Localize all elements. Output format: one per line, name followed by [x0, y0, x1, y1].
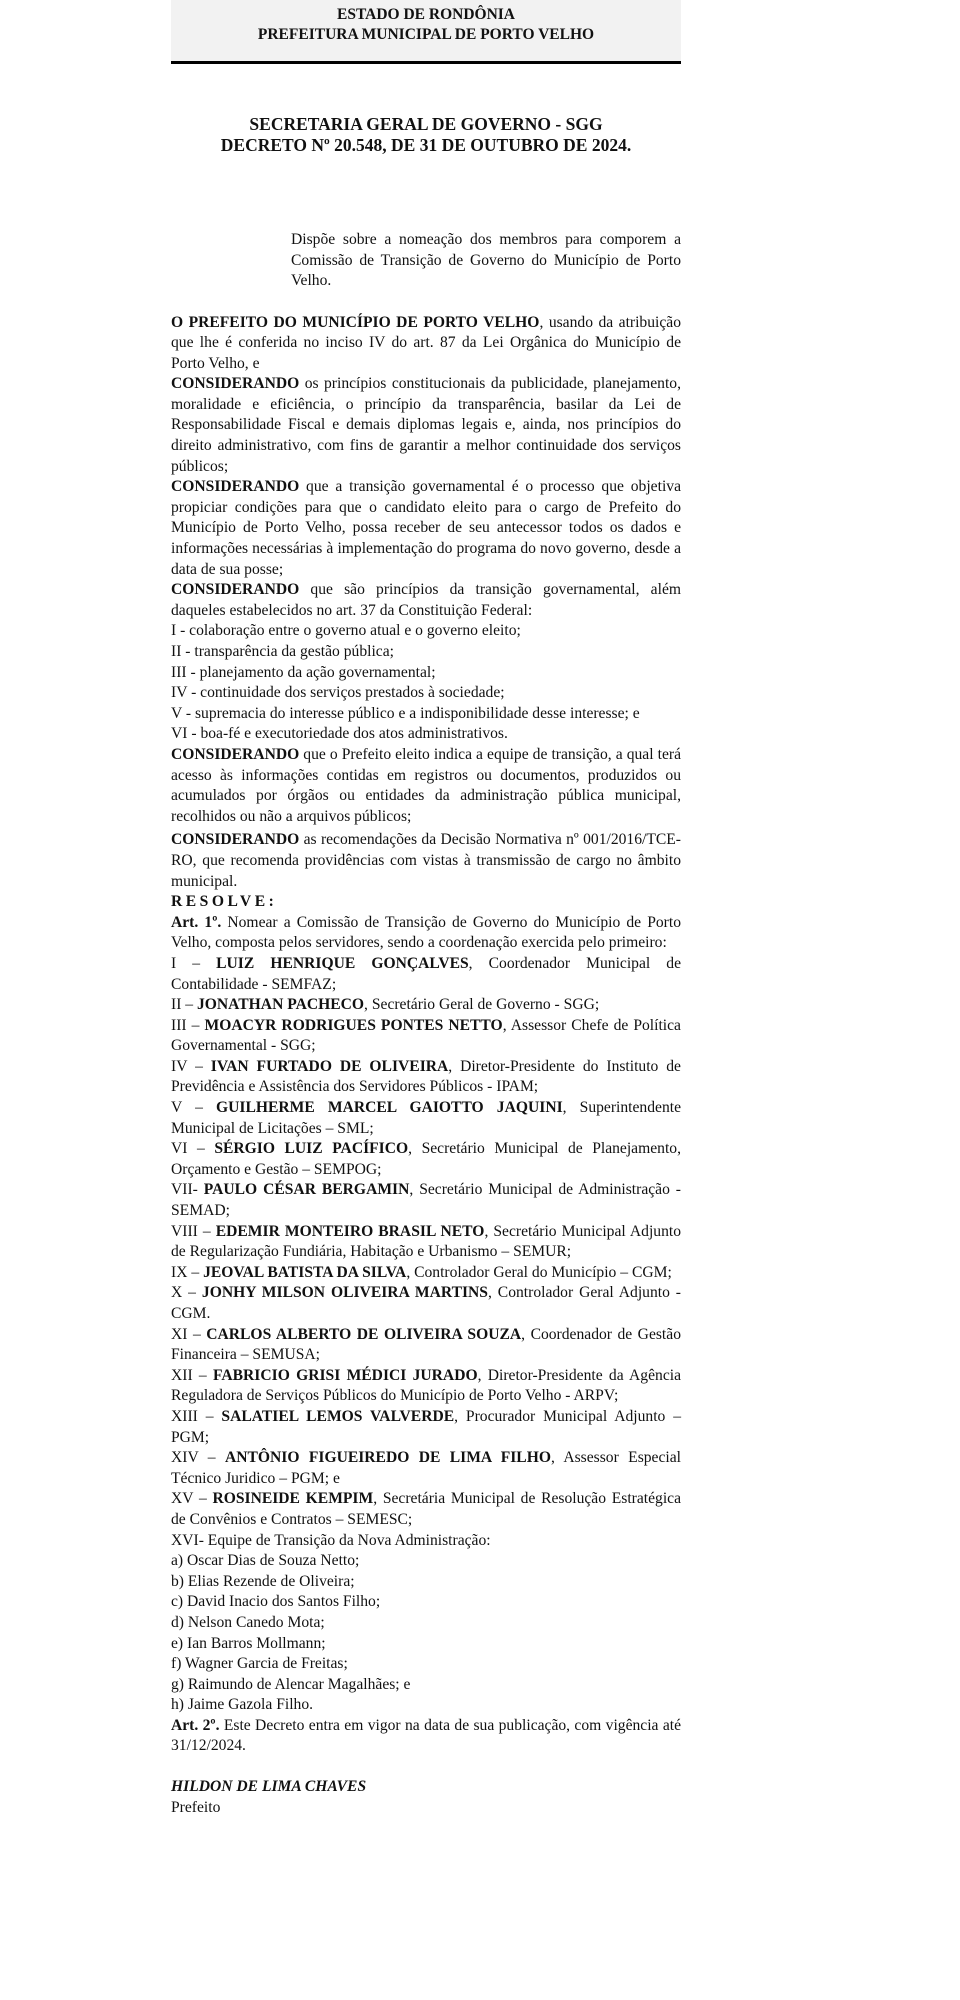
article-2 [171, 1716, 681, 1757]
article-1 [171, 913, 681, 954]
team-member-item: c) David Inacio dos Santos Filho; [171, 1593, 381, 1611]
member-item [171, 1222, 681, 1263]
member-item [171, 1139, 681, 1180]
member-name: LUIZ HENRIQUE GONÇALVES [216, 954, 469, 972]
member-number: XII – [171, 1366, 213, 1384]
member-name: FABRICIO GRISI MÉDICI JURADO [213, 1366, 478, 1384]
signatory-title: Prefeito [171, 1798, 221, 1816]
considerando-lead: CONSIDERANDO [171, 831, 300, 849]
member-role: , Assessor Chefe de Política Governamental - SGG; [171, 1016, 681, 1055]
considerando-4 [171, 745, 681, 827]
member-number: IX – [171, 1263, 204, 1281]
preamble [171, 313, 681, 375]
member-number: V – [171, 1099, 217, 1117]
team-member-item: b) Elias Rezende de Oliveira; [171, 1572, 355, 1590]
member-role: , Diretor-Presidente da Agência Reguladora de Serviços Públicos do Município de Porto Velho - ARPV; [171, 1366, 681, 1405]
member-name: SÉRGIO LUIZ PACÍFICO [214, 1140, 409, 1158]
member-role: , Assessor Especial Técnico Juridico – PGM; e [171, 1449, 681, 1487]
member-role: , Procurador Municipal Adjunto – PGM; [171, 1407, 681, 1446]
member-number: XIV – [171, 1449, 225, 1467]
member-name: ROSINEIDE KEMPIM [212, 1490, 374, 1508]
member-name: PAULO CÉSAR BERGAMIN [203, 1181, 410, 1199]
member-item [171, 1263, 681, 1284]
member-number: III – [171, 1016, 205, 1034]
team-member-item: g) Raimundo de Alencar Magalhães; e [171, 1675, 411, 1693]
article-2-text: Este Decreto entra em vigor na data de sua publicação, com vigência até 31/12/2024. [171, 1716, 681, 1755]
considerando-lead: CONSIDERANDO [171, 581, 300, 599]
member-name: EDEMIR MONTEIRO BRASIL NETO [215, 1222, 485, 1240]
header-state: ESTADO DE RONDÔNIA [337, 6, 515, 23]
member-role: , Secretária Municipal de Resolução Estratégica de Convênios e Contratos – SEMESC; [171, 1490, 681, 1528]
member-name: GUILHERME MARCEL GAIOTTO JAQUINI [216, 1099, 563, 1117]
member-name: JONHY MILSON OLIVEIRA MARTINS [201, 1284, 488, 1302]
member-number: VIII – [171, 1222, 216, 1240]
member-number: VII- [171, 1181, 204, 1199]
member-number: VI – [171, 1140, 215, 1158]
member-number: X – [171, 1284, 202, 1302]
considerando-lead: CONSIDERANDO [171, 478, 300, 496]
principle-item: I - colaboração entre o governo atual e o governo eleito; [171, 622, 521, 640]
member-name: JONATHAN PACHECO [196, 996, 365, 1014]
member-role: , Secretário Municipal de Administração - SEMAD; [171, 1181, 681, 1220]
member-name: MOACYR RODRIGUES PONTES NETTO [204, 1016, 503, 1034]
principle-item: IV - continuidade dos serviços prestados à sociedade; [171, 684, 505, 702]
member-role: , Secretário Geral de Governo - SGG; [364, 996, 600, 1014]
signature-block [171, 1777, 681, 1818]
secretariat-title: SECRETARIA GERAL DE GOVERNO - SGG [249, 114, 603, 134]
member-item [171, 1489, 681, 1530]
member-role: , Controlador Geral do Município – CGM; [406, 1263, 672, 1281]
member-name: JEOVAL BATISTA DA SILVA [203, 1263, 407, 1281]
decree-document [171, 0, 681, 1818]
member-item [171, 1407, 681, 1448]
article-1-text: Nomear a Comissão de Transição de Governo do Município de Porto Velho, composta pelos servidores, sendo a coordenação exercida pelo primeiro: [171, 913, 682, 952]
member-item [171, 1180, 681, 1221]
member-item [171, 1016, 681, 1057]
member-number: XIII – [171, 1407, 222, 1425]
member-number: XV – [171, 1490, 213, 1508]
member-number: IV – [171, 1057, 211, 1075]
members-list [171, 954, 681, 1531]
member-item [171, 1448, 681, 1489]
considerando-2 [171, 477, 681, 580]
considerando-1 [171, 374, 681, 477]
document-header [171, 0, 681, 64]
member-item [171, 1283, 681, 1324]
member-role: , Coordenador Municipal de Contabilidade - SEMFAZ; [171, 954, 681, 993]
decree-summary: Dispõe sobre a nomeação dos membros para comporem a Comissão de Transição de Governo do Município de Porto Velho. [291, 231, 681, 289]
member-role: , Secretário Municipal de Planejamento, Orçamento e Gestão – SEMPOG; [171, 1140, 681, 1178]
member-name: CARLOS ALBERTO DE OLIVEIRA SOUZA [206, 1325, 522, 1343]
decree-number: DECRETO Nº 20.548, DE 31 DE OUTUBRO DE 2024. [220, 135, 632, 155]
member-name: IVAN FURTADO DE OLIVEIRA [210, 1057, 449, 1075]
member-item [171, 995, 681, 1016]
member-number: I – [171, 954, 217, 972]
signatory-name: HILDON DE LIMA CHAVES [171, 1778, 367, 1796]
principle-item: V - supremacia do interesse público e a indisponibilidade desse interesse; e [171, 704, 640, 722]
considerando-lead: CONSIDERANDO [171, 745, 300, 763]
member-role: , Controlador Geral Adjunto - CGM. [171, 1284, 681, 1322]
principle-item: III - planejamento da ação governamental; [171, 663, 436, 681]
article-2-lead: Art. 2º. [171, 1716, 220, 1734]
member-name: SALATIEL LEMOS VALVERDE [221, 1407, 455, 1425]
resolve-heading: RESOLVE: [171, 893, 278, 911]
member-item [171, 1057, 681, 1098]
principle-item: VI - boa-fé e executoriedade dos atos administrativos. [171, 725, 508, 743]
team-list [171, 1551, 681, 1716]
considerando-5 [171, 830, 681, 892]
member-item [171, 1366, 681, 1407]
member-role: , Coordenador de Gestão Financeira – SEMUSA; [171, 1325, 681, 1364]
preamble-text: , usando da atribuição que lhe é conferida no inciso IV do art. 87 da Lei Orgânica do Município de Porto Velho, e [171, 313, 681, 372]
member-item [171, 1098, 681, 1139]
considerando-lead: CONSIDERANDO [171, 375, 300, 393]
considerando-text: as recomendações da Decisão Normativa nº 001/2016/TCE-RO, que recomenda providências com vistas à transmissão de cargo no âmbito municipal. [171, 831, 681, 890]
member-item [171, 1325, 681, 1366]
team-heading: XVI- Equipe de Transição da Nova Administração: [171, 1531, 491, 1549]
member-number: II – [171, 996, 197, 1014]
preamble-lead: O PREFEITO DO MUNICÍPIO DE PORTO VELHO [171, 313, 540, 331]
decree-title [171, 114, 681, 156]
member-name: ANTÔNIO FIGUEIREDO DE LIMA FILHO [224, 1449, 551, 1467]
member-role: , Diretor-Presidente do Instituto de Previdência e Assistência dos Servidores Públicos - IPAM; [171, 1057, 681, 1096]
header-city-hall: PREFEITURA MUNICIPAL DE PORTO VELHO [257, 26, 595, 43]
team-member-item: e) Ian Barros Mollmann; [171, 1634, 326, 1652]
considerando-text: que o Prefeito eleito indica a equipe de transição, a qual terá acesso às informações contidas em registros ou documentos, produzidos ou acumulados por órgãos ou entidades da administração pública municipal, recolhidos ou não a arquivos públicos; [171, 745, 681, 825]
team-member-item: f) Wagner Garcia de Freitas; [171, 1655, 348, 1673]
principle-item: II - transparência da gestão pública; [171, 643, 394, 660]
member-item [171, 954, 681, 995]
member-number: XI – [171, 1325, 207, 1343]
article-1-lead: Art. 1º. [171, 913, 222, 931]
considerando-text: que a transição governamental é o processo que objetiva propiciar condições para que o candidato eleito para o cargo de Prefeito do Município de Porto Velho, possa receber de seu antecessor todos os dados e informações necessárias à implementação do programa do novo governo, desde a data de sua posse; [171, 478, 681, 578]
team-member-item: a) Oscar Dias de Souza Netto; [171, 1552, 360, 1570]
member-role: , Superintendente Municipal de Licitações – SML; [171, 1099, 681, 1137]
team-member-item: d) Nelson Canedo Mota; [171, 1613, 325, 1631]
considerando-text: os princípios constitucionais da publicidade, planejamento, moralidade e eficiência, o princípio da transparência, basilar da Lei de Responsabilidade Fiscal e demais diplomas legais e, ainda, nos princípios do direito administrativo, com fins de garantir a melhor continuidade dos serviços públicos; [171, 375, 681, 475]
considerando-3 [171, 580, 681, 621]
considerando-text: que são princípios da transição governamental, além daqueles estabelecidos no art. 37 da Constituição Federal: [171, 581, 681, 619]
team-member-item: h) Jaime Gazola Filho. [171, 1696, 314, 1714]
member-role: , Secretário Municipal Adjunto de Regularização Fundiária, Habitação e Urbanismo – SEMUR; [171, 1222, 682, 1261]
decree-body [171, 313, 681, 1758]
